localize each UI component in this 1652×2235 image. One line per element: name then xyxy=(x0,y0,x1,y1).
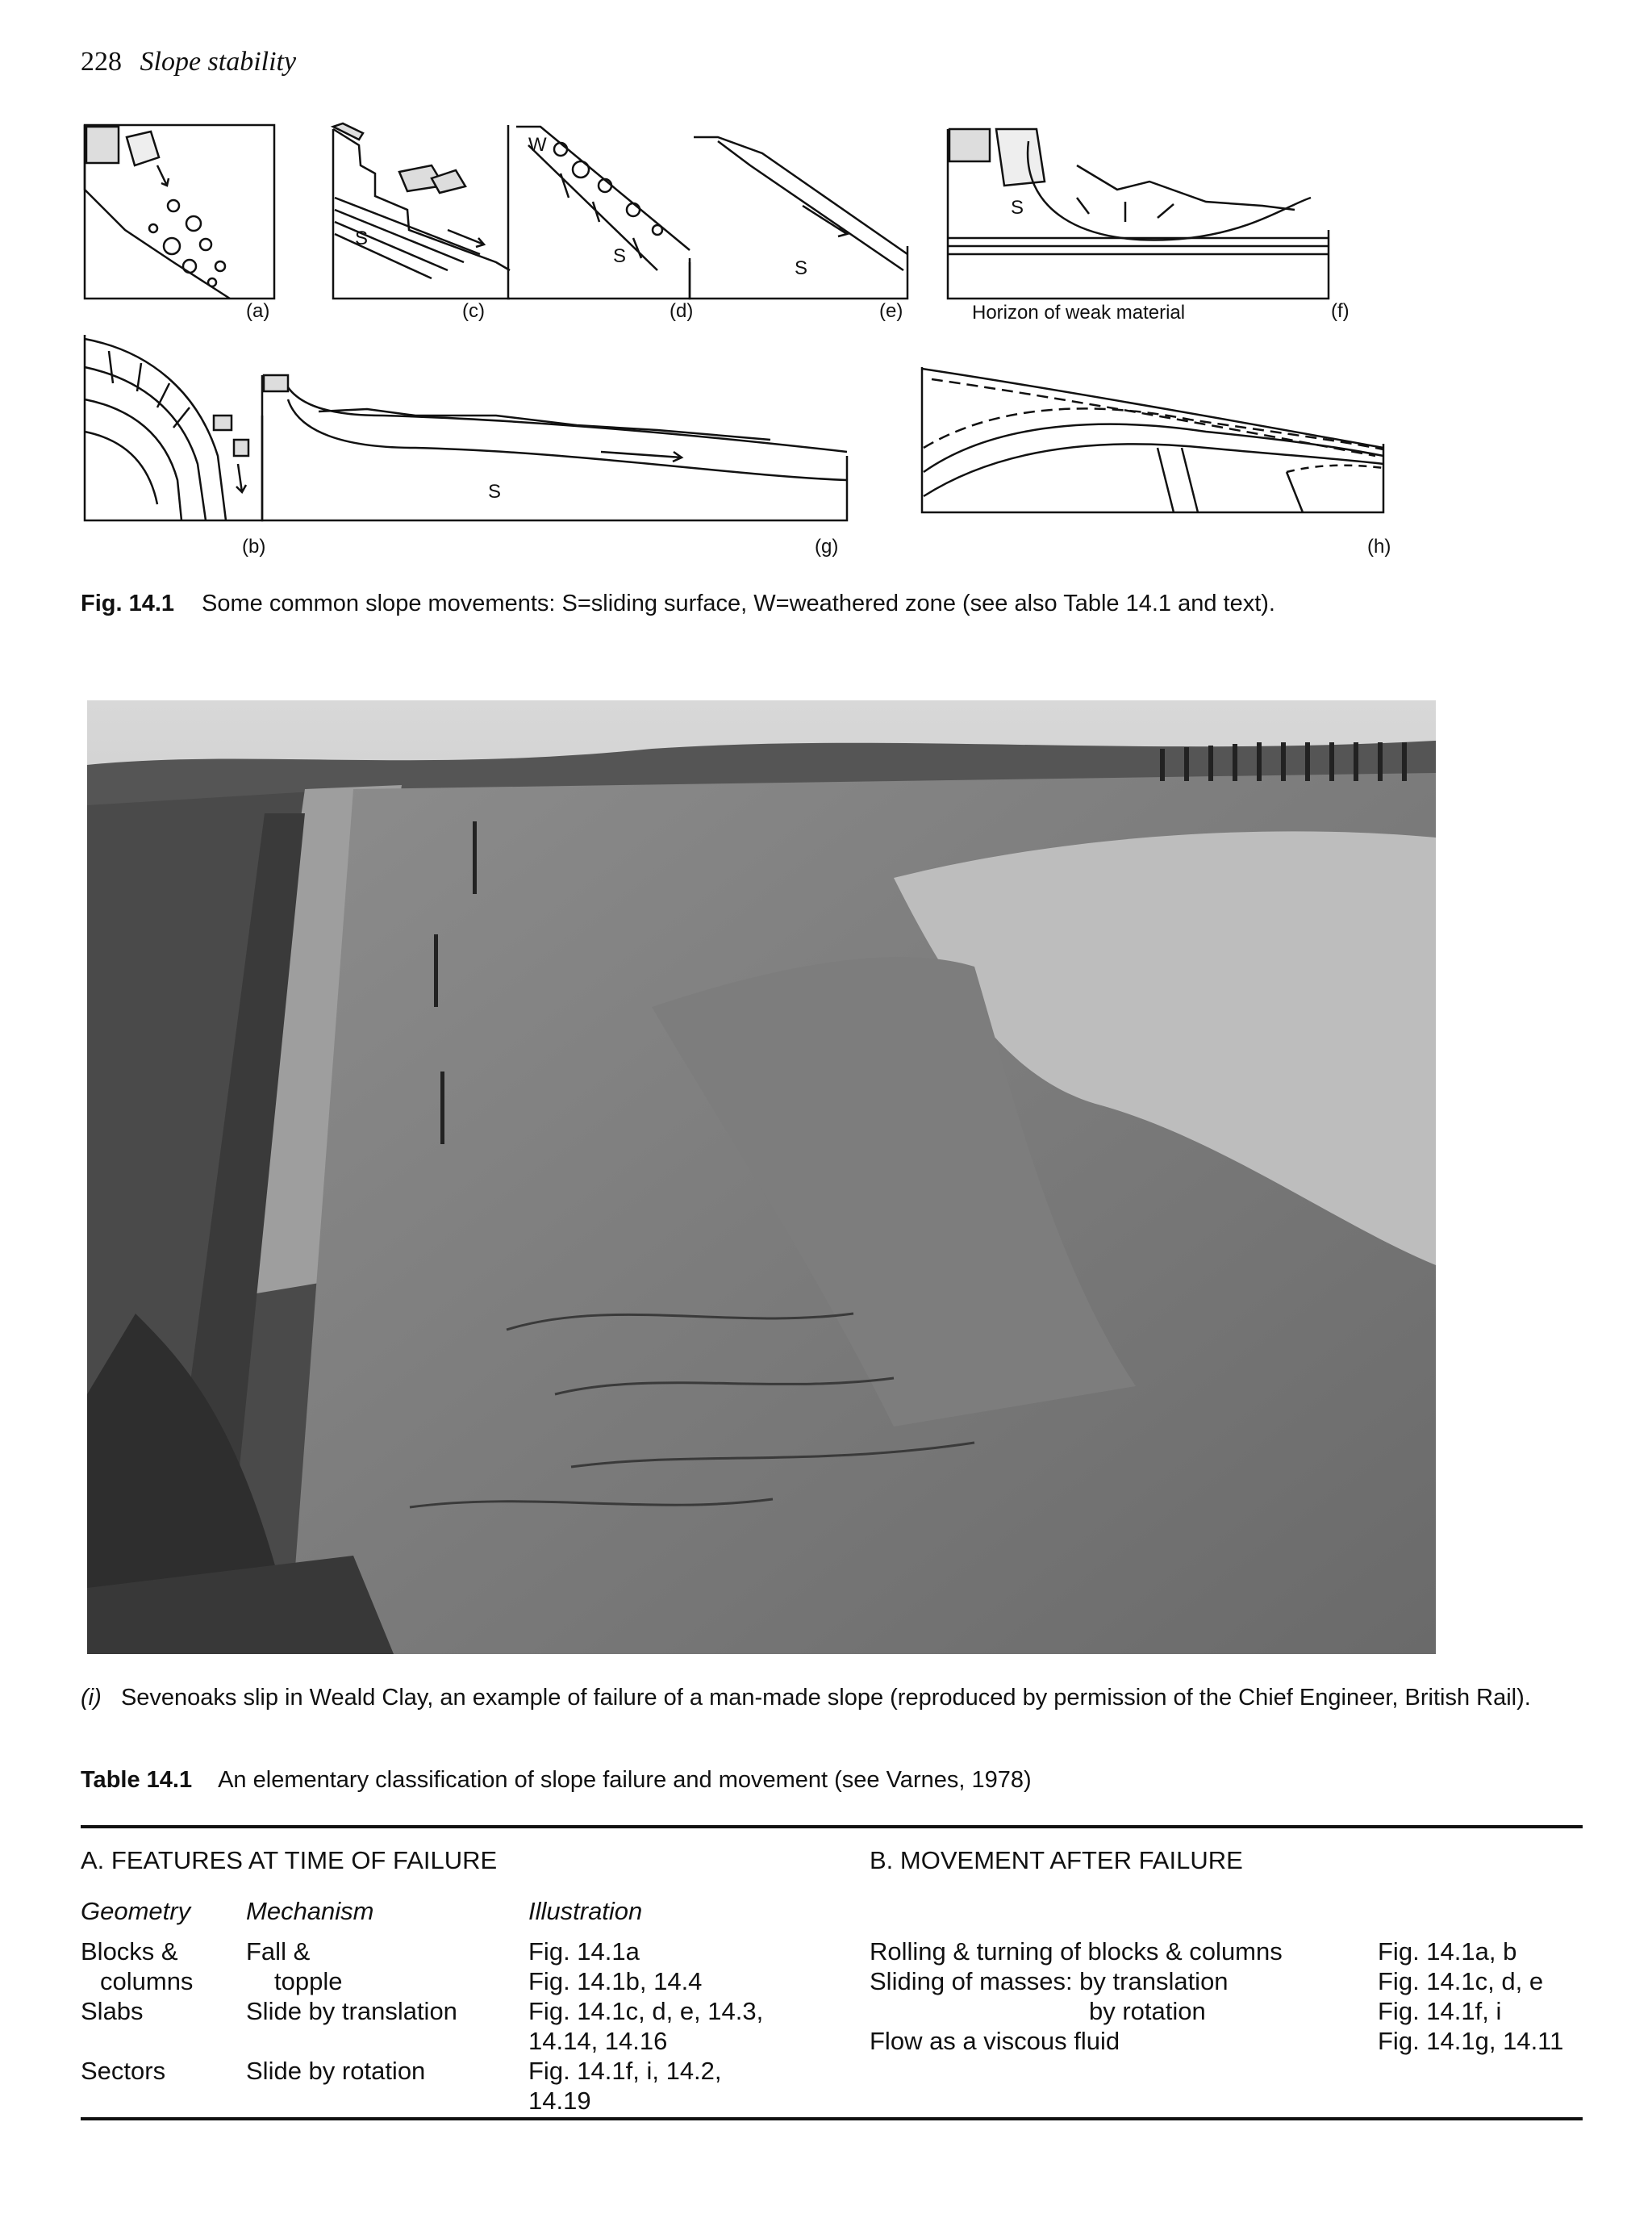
a-row-1-geometry-line-2: columns xyxy=(100,1967,194,1995)
a-row-1-mechanism-line-1: Fall & xyxy=(246,1937,311,1966)
a-row-1-mechanism-line-2: topple xyxy=(274,1967,343,1995)
table-caption xyxy=(81,1767,1032,1794)
panel-a-diagram xyxy=(85,125,274,299)
table-label: Table 14.1 xyxy=(81,1767,193,1793)
diagram-s-label-e: S xyxy=(795,257,808,279)
table-title: An elementary classification of slope failure and movement (see Varnes, 1978) xyxy=(218,1767,1032,1793)
b-row-4-movement: Flow as a viscous fluid xyxy=(870,2027,1120,2055)
b-row-1-illustration: Fig. 14.1a, b xyxy=(1378,1937,1517,1966)
panel-g-diagram xyxy=(262,375,847,520)
b-row-2-illustration: Fig. 14.1c, d, e xyxy=(1378,1967,1544,1995)
section-b-heading: B. MOVEMENT AFTER FAILURE xyxy=(870,1846,1243,1874)
panel-b-diagram xyxy=(85,335,262,520)
diagram-s-label-c: S xyxy=(355,228,369,249)
b-row-4-illustration: Fig. 14.1g, 14.11 xyxy=(1378,2027,1564,2055)
a-row-3-illustration-line-1: Fig. 14.1f, i, 14.2, xyxy=(528,2057,722,2085)
a-row-1-illustration-line-1: Fig. 14.1a xyxy=(528,1937,640,1966)
b-row-1-movement: Rolling & turning of blocks & columns xyxy=(870,1937,1283,1966)
a-row-1-geometry-line-1: Blocks & xyxy=(81,1937,178,1966)
panel-label-h: (h) xyxy=(1367,536,1391,558)
a-row-3-mechanism: Slide by rotation xyxy=(246,2057,426,2085)
figure-caption-label: Fig. 14.1 xyxy=(81,591,175,616)
sevenoaks-slip-photo xyxy=(87,700,1436,1654)
diagram-s-label-d: S xyxy=(613,245,627,267)
panel-label-e: (e) xyxy=(879,300,903,322)
running-header xyxy=(81,47,296,77)
photo-caption-label: (i) xyxy=(81,1685,102,1711)
a-row-3-illustration-line-2: 14.19 xyxy=(528,2087,591,2115)
panel-c-diagram xyxy=(328,123,510,299)
panel-label-g: (g) xyxy=(815,536,839,558)
panel-label-c: (c) xyxy=(462,300,485,322)
a-row-2-illustration-line-2: 14.14, 14.16 xyxy=(528,2027,668,2055)
panel-label-a: (a) xyxy=(246,300,270,322)
a-row-2-mechanism: Slide by translation xyxy=(246,1997,457,2025)
photo-rendition xyxy=(87,700,1436,1654)
panel-f-diagram xyxy=(948,129,1329,299)
a-row-1-illustration-line-2: Fig. 14.1b, 14.4 xyxy=(528,1967,703,1995)
page-number: 228 xyxy=(81,47,122,77)
figure-caption xyxy=(81,589,1573,618)
diagram-s-label-g: S xyxy=(488,481,502,503)
table-top-rule xyxy=(81,1825,1583,1828)
diagram-w-label-d: W xyxy=(528,134,547,156)
b-row-3-movement: by rotation xyxy=(1089,1997,1206,2025)
photo-caption-text: Sevenoaks slip in Weald Clay, an example of failure of a man-made slope (reproduced by permission of the Chief Engineer, British Rail). xyxy=(120,1685,1531,1711)
table-bottom-rule xyxy=(81,2117,1583,2120)
b-row-3-illustration: Fig. 14.1f, i xyxy=(1378,1997,1502,2025)
diagram-s-label-f: S xyxy=(1011,197,1024,219)
col-header-geometry: Geometry xyxy=(81,1897,191,1925)
figure-14-1-diagrams xyxy=(77,109,1416,569)
diagram-horizon-label: Horizon of weak material xyxy=(972,302,1186,324)
col-header-illustration: Illustration xyxy=(528,1897,643,1925)
photo-caption xyxy=(81,1682,1573,1713)
a-row-2-illustration-line-1: Fig. 14.1c, d, e, 14.3, xyxy=(528,1997,764,2025)
figure-caption-text: Some common slope movements: S=sliding surface, W=weathered zone (see also Table 14.1 and text). xyxy=(202,591,1275,616)
panel-label-d: (d) xyxy=(670,300,694,322)
panel-h-diagram xyxy=(922,367,1383,512)
col-header-mechanism: Mechanism xyxy=(246,1897,374,1925)
a-row-3-geometry: Sectors xyxy=(81,2057,166,2085)
section-a-heading: A. FEATURES AT TIME OF FAILURE xyxy=(81,1846,498,1874)
b-row-2-movement: Sliding of masses: by translation xyxy=(870,1967,1229,1995)
panel-label-f: (f) xyxy=(1331,300,1350,322)
a-row-2-geometry: Slabs xyxy=(81,1997,144,2025)
running-title: Slope stability xyxy=(140,47,297,77)
panel-label-b: (b) xyxy=(242,536,266,558)
